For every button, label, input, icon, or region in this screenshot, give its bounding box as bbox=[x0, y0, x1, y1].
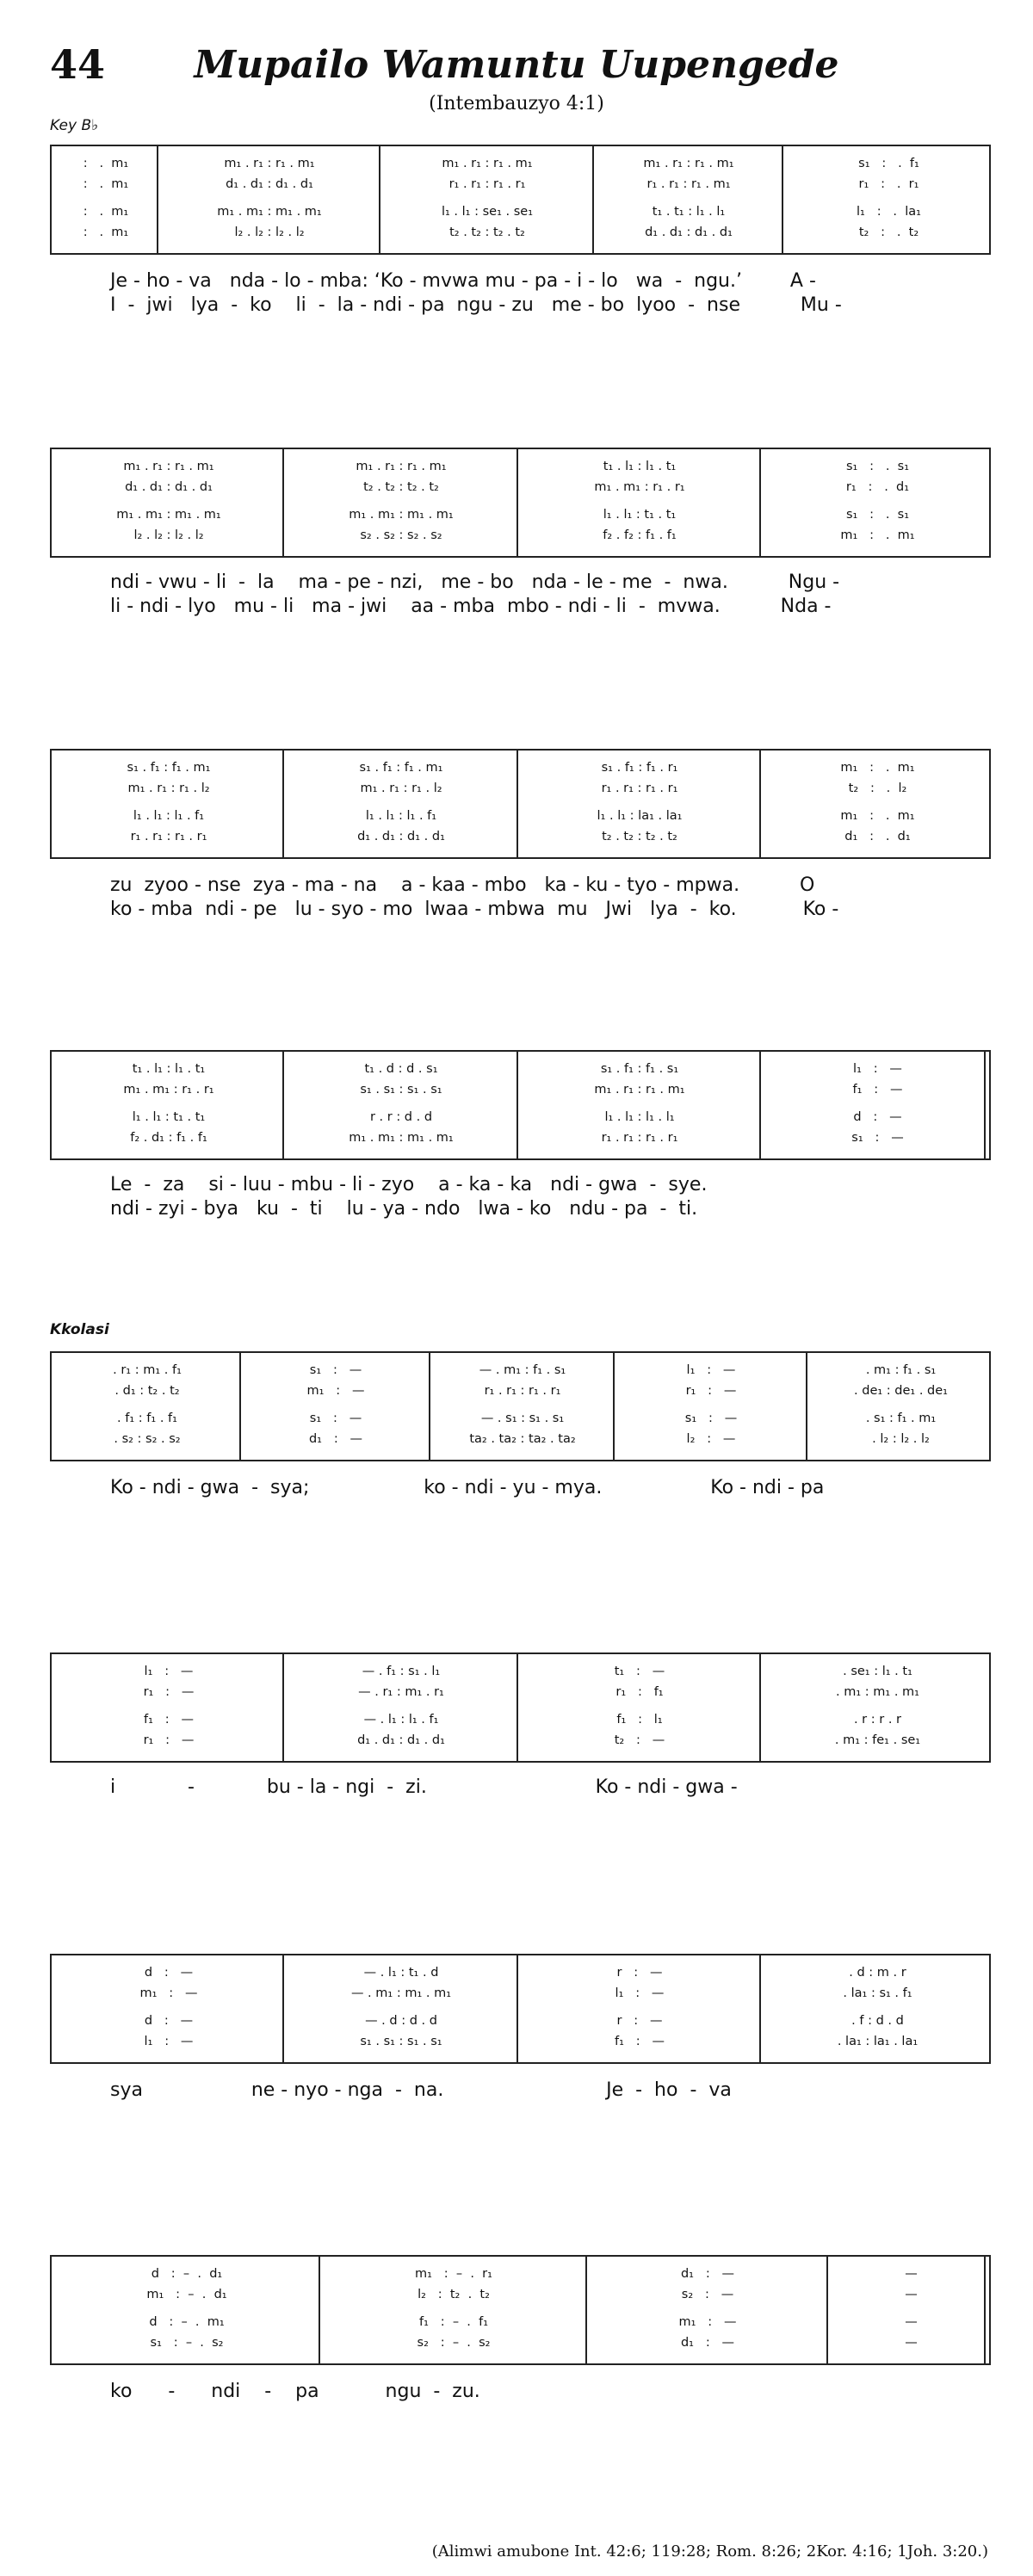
lyric-line bbox=[50, 899, 991, 923]
measure-notes: : . m₁ bbox=[83, 205, 129, 219]
measure-notes: d : — bbox=[144, 1966, 194, 1980]
measure-notes: r : — bbox=[616, 2014, 663, 2028]
measure-notes: f₁ : — bbox=[615, 2035, 665, 2048]
lyric-line bbox=[50, 874, 991, 899]
measure-notes: t₂ : . l₂ bbox=[848, 781, 907, 795]
measure-notes: d : — bbox=[853, 1110, 902, 1124]
measure-notes: l₁ . l₁ : l₁ . l₁ bbox=[604, 1110, 675, 1124]
measure-notes: l₂ : — bbox=[686, 1432, 736, 1446]
measure-notes: d₁ . d₁ : d₁ . d₁ bbox=[357, 1733, 445, 1747]
measure-notes: l₁ : . la₁ bbox=[857, 205, 921, 219]
measure-notes: — bbox=[905, 2315, 918, 2329]
measure-notes: m₁ . m₁ : m₁ . m₁ bbox=[349, 508, 454, 522]
lyric-line bbox=[50, 596, 991, 620]
lyric-line bbox=[50, 270, 991, 294]
voice-row bbox=[52, 1384, 989, 1399]
measure-notes: . m₁ : f₁ . s₁ bbox=[865, 1363, 937, 1377]
measure-notes: r₁ . r₁ : r₁ . r₁ bbox=[484, 1384, 561, 1398]
measure-notes: — . d : d . d bbox=[365, 2014, 437, 2028]
measure-notes: m₁ . r₁ : r₁ . m₁ bbox=[442, 157, 533, 170]
measure-notes: t₁ . t₁ : l₁ . l₁ bbox=[652, 205, 726, 219]
lyric-line bbox=[50, 1776, 991, 1801]
measure-notes: d₁ . d₁ : d₁ . d₁ bbox=[645, 225, 733, 239]
voice-row bbox=[52, 508, 989, 523]
voice-row bbox=[52, 781, 989, 797]
voice-row bbox=[52, 761, 989, 776]
song-title: Mupailo Wamuntu Uupengede bbox=[194, 43, 839, 87]
measure-notes: r₁ : — bbox=[685, 1384, 737, 1398]
measure-notes: s₁ : — bbox=[309, 1412, 362, 1425]
voice-row bbox=[52, 225, 989, 241]
measure-notes: t₂ : — bbox=[614, 1733, 665, 1747]
measure-notes: . r₁ : m₁ . f₁ bbox=[113, 1363, 182, 1377]
voice-row bbox=[52, 2336, 989, 2351]
measure-notes: d₁ : . d₁ bbox=[844, 830, 911, 843]
voice-row bbox=[52, 1986, 989, 2002]
voice-row bbox=[52, 1432, 989, 1448]
measure-notes: l₁ . l₁ : l₁ . f₁ bbox=[133, 809, 205, 823]
song-subtitle: (Intembauzyo 4:1) bbox=[429, 93, 604, 114]
measure-notes: . r : r . r bbox=[853, 1713, 902, 1727]
measure-notes: m₁ : — bbox=[139, 1986, 198, 2000]
measure-notes: . se₁ : l₁ . t₁ bbox=[843, 1665, 912, 1678]
lyric-text: I - jwi lya - ko li - la - ndi - pa ngu - zu me - bo lyoo - nse Mu - bbox=[110, 294, 842, 316]
voice-row bbox=[52, 460, 989, 475]
lyric-text: i - bu - la - ngi - zi. Ko - ndi - gwa - bbox=[110, 1776, 738, 1798]
voice-row bbox=[52, 1412, 989, 1427]
measure-notes: — bbox=[905, 2267, 918, 2281]
measure-notes: r₁ . r₁ : r₁ . m₁ bbox=[646, 177, 731, 191]
measure-notes: ta₂ . ta₂ : ta₂ . ta₂ bbox=[469, 1432, 576, 1446]
voice-row bbox=[52, 480, 989, 496]
measure-notes: — . l₁ : t₁ . d bbox=[363, 1966, 439, 1980]
measure-notes: d₁ . d₁ : d₁ . d₁ bbox=[357, 830, 445, 843]
score-system-3 bbox=[50, 749, 991, 859]
measure-notes: — bbox=[905, 2336, 918, 2350]
measure-notes: l₁ : — bbox=[615, 1986, 665, 2000]
measure-notes: s₁ : — bbox=[309, 1363, 362, 1377]
measure-notes: . s₁ : f₁ . m₁ bbox=[865, 1412, 937, 1425]
measure-notes: f₂ . f₂ : f₁ . f₁ bbox=[603, 528, 677, 542]
measure-notes: s₁ . s₁ : s₁ . s₁ bbox=[360, 2035, 442, 2048]
lyric-text: zu zyoo - nse zya - ma - na a - kaa - mbo ka - ku - tyo - mpwa. O bbox=[110, 874, 815, 896]
lyric-line bbox=[50, 571, 991, 596]
measure-notes: t₁ : — bbox=[614, 1665, 665, 1678]
measure-notes: r : — bbox=[616, 1966, 663, 1980]
measure-notes: s₂ : — bbox=[681, 2288, 734, 2301]
measure-notes: r₁ : . d₁ bbox=[845, 480, 910, 494]
voice-row bbox=[52, 2315, 989, 2331]
measure-notes: f₁ : – . f₁ bbox=[418, 2315, 489, 2329]
measure-notes: s₁ : – . s₂ bbox=[150, 2336, 224, 2350]
measure-notes: r₁ : . r₁ bbox=[858, 177, 919, 191]
measure-notes: . f : d . d bbox=[851, 2014, 904, 2028]
measure-notes: l₂ . l₂ : l₂ . l₂ bbox=[133, 528, 204, 542]
measure-notes: s₁ : . f₁ bbox=[858, 157, 919, 170]
measure-notes: s₁ : . s₁ bbox=[845, 508, 910, 522]
lyric-line bbox=[50, 2381, 991, 2405]
lyric-line bbox=[50, 1198, 991, 1222]
measure-notes: r₁ : — bbox=[143, 1733, 195, 1747]
measure-notes: m₁ : — bbox=[306, 1384, 365, 1398]
measure-notes: : . m₁ bbox=[83, 225, 129, 239]
score-system-1 bbox=[50, 145, 991, 255]
measure-notes: s₁ : . s₁ bbox=[845, 460, 910, 473]
measure-notes: t₂ . t₂ : t₂ . t₂ bbox=[602, 830, 677, 843]
voice-row bbox=[52, 2014, 989, 2029]
measure-notes: l₁ : — bbox=[853, 1062, 902, 1076]
lyric-text: li - ndi - lyo mu - li ma - jwi aa - mba mbo - ndi - li - mvwa. Nda - bbox=[110, 596, 832, 617]
measure-notes: — . l₁ : l₁ . f₁ bbox=[363, 1713, 439, 1727]
measure-notes: s₂ . s₂ : s₂ . s₂ bbox=[360, 528, 442, 542]
measure-notes: : . m₁ bbox=[83, 157, 129, 170]
measure-notes: s₁ . f₁ : f₁ . m₁ bbox=[359, 761, 443, 775]
voice-row bbox=[52, 1665, 989, 1680]
voice-row bbox=[52, 2288, 989, 2303]
measure-notes: t₁ . l₁ : l₁ . t₁ bbox=[132, 1062, 206, 1076]
lyric-line bbox=[50, 2079, 991, 2103]
measure-notes: l₂ : t₂ . t₂ bbox=[418, 2288, 490, 2301]
measure-notes: l₁ . l₁ : se₁ . se₁ bbox=[441, 205, 534, 219]
measure-notes: f₂ . d₁ : f₁ . f₁ bbox=[130, 1131, 207, 1145]
score-system-4 bbox=[50, 1050, 991, 1160]
measure-notes: m₁ . r₁ : r₁ . m₁ bbox=[643, 157, 734, 170]
measure-notes: m₁ . r₁ : r₁ . l₂ bbox=[127, 781, 210, 795]
measure-notes: : . m₁ bbox=[83, 177, 129, 191]
measure-notes: r₁ : — bbox=[143, 1685, 195, 1699]
measure-notes: m₁ . m₁ : m₁ . m₁ bbox=[116, 508, 221, 522]
lyric-text: ndi - vwu - li - la ma - pe - nzi, me - bo nda - le - me - nwa. Ngu - bbox=[110, 571, 840, 593]
measure-notes: . la₁ : s₁ . f₁ bbox=[843, 1986, 912, 2000]
score-system-6 bbox=[50, 1652, 991, 1763]
score-system-2 bbox=[50, 448, 991, 558]
measure-notes: l₁ . l₁ : l₁ . f₁ bbox=[365, 809, 437, 823]
score-system-7 bbox=[50, 1954, 991, 2064]
measure-notes: d₁ . d₁ : d₁ . d₁ bbox=[226, 177, 313, 191]
voice-row bbox=[52, 1685, 989, 1701]
score-system-5 bbox=[50, 1351, 991, 1461]
song-number: 44 bbox=[50, 41, 106, 88]
lyric-text: ko - ndi - pa ngu - zu. bbox=[110, 2381, 480, 2402]
measure-notes: t₂ . t₂ : t₂ . t₂ bbox=[449, 225, 525, 239]
measure-notes: m₁ . r₁ : r₁ . m₁ bbox=[123, 460, 214, 473]
score-system-8 bbox=[50, 2255, 991, 2365]
voice-row bbox=[52, 1733, 989, 1749]
lyric-text: ko - mba ndi - pe lu - syo - mo lwaa - mbwa mu Jwi lya - ko. Ko - bbox=[110, 899, 839, 920]
measure-notes: s₂ : – . s₂ bbox=[417, 2336, 491, 2350]
measure-notes: d : – . d₁ bbox=[151, 2267, 223, 2281]
measure-notes: . f₁ : f₁ . f₁ bbox=[117, 1412, 177, 1425]
voice-row bbox=[52, 205, 989, 220]
lyric-text: Le - za si - luu - mbu - li - zyo a - ka - ka ndi - gwa - sye. bbox=[110, 1174, 708, 1195]
measure-notes: l₁ . l₁ : la₁ . la₁ bbox=[597, 809, 683, 823]
measure-notes: r₁ . r₁ : r₁ . r₁ bbox=[601, 781, 678, 795]
voice-row bbox=[52, 1083, 989, 1098]
voice-row bbox=[52, 528, 989, 544]
voice-row bbox=[52, 1110, 989, 1126]
measure-notes: . d₁ : t₂ . t₂ bbox=[114, 1384, 180, 1398]
measure-notes: — . s₁ : s₁ . s₁ bbox=[480, 1412, 565, 1425]
measure-notes: d : – . m₁ bbox=[149, 2315, 225, 2329]
measure-notes: s₁ : — bbox=[684, 1412, 738, 1425]
measure-notes: l₁ : — bbox=[686, 1363, 736, 1377]
measure-notes: t₂ . t₂ : t₂ . t₂ bbox=[363, 480, 439, 494]
measure-notes: d₁ : — bbox=[680, 2336, 735, 2350]
measure-notes: m₁ : – . r₁ bbox=[415, 2267, 492, 2281]
measure-notes: — bbox=[905, 2288, 918, 2301]
measure-notes: f₁ : — bbox=[144, 1713, 194, 1727]
measure-notes: r₁ : f₁ bbox=[615, 1685, 664, 1699]
measure-notes: . l₂ : l₂ . l₂ bbox=[872, 1432, 930, 1446]
measure-notes: d₁ : — bbox=[680, 2267, 735, 2281]
measure-notes: — . m₁ : f₁ . s₁ bbox=[479, 1363, 566, 1377]
voice-row bbox=[52, 1363, 989, 1379]
measure-notes: m₁ . r₁ : r₁ . m₁ bbox=[594, 1083, 685, 1096]
measure-notes: . m₁ : m₁ . m₁ bbox=[836, 1685, 919, 1699]
measure-notes: — . f₁ : s₁ . l₁ bbox=[362, 1665, 441, 1678]
lyric-line bbox=[50, 294, 991, 318]
measure-notes: — . r₁ : m₁ . r₁ bbox=[358, 1685, 444, 1699]
measure-notes: m₁ . m₁ : m₁ . m₁ bbox=[217, 205, 322, 219]
measure-notes: l₁ : — bbox=[144, 1665, 194, 1678]
footer-references: (Alimwi amubone Int. 42:6; 119:28; Rom. 8:26; 2Kor. 4:16; 1Joh. 3:20.) bbox=[431, 2542, 988, 2561]
voice-row bbox=[52, 177, 989, 193]
measure-notes: l₁ . l₁ : t₁ . t₁ bbox=[132, 1110, 206, 1124]
measure-notes: m₁ . r₁ : r₁ . m₁ bbox=[224, 157, 315, 170]
measure-notes: . s₂ : s₂ . s₂ bbox=[114, 1432, 181, 1446]
voice-row bbox=[52, 1062, 989, 1078]
measure-notes: l₂ . l₂ : l₂ . l₂ bbox=[234, 225, 305, 239]
measure-notes: . de₁ : de₁ . de₁ bbox=[854, 1384, 948, 1398]
measure-notes: . d : m . r bbox=[849, 1966, 906, 1980]
measure-notes: f₁ : — bbox=[852, 1083, 903, 1096]
voice-row bbox=[52, 830, 989, 845]
lyric-text: sya ne - nyo - nga - na. Je - ho - va bbox=[110, 2079, 732, 2101]
voice-row bbox=[52, 1966, 989, 1981]
measure-notes: r . r : d . d bbox=[369, 1110, 433, 1124]
measure-notes: m₁ . m₁ : m₁ . m₁ bbox=[349, 1131, 454, 1145]
chorus-label: Kkolasi bbox=[50, 1321, 109, 1338]
measure-notes: m₁ . r₁ : r₁ . l₂ bbox=[360, 781, 442, 795]
lyric-text: Ko - ndi - gwa - sya; ko - ndi - yu - mya. Ko - ndi - pa bbox=[110, 1477, 825, 1498]
measure-notes: t₂ : . t₂ bbox=[858, 225, 919, 239]
measure-notes: l₁ . l₁ : t₁ . t₁ bbox=[603, 508, 677, 522]
lyric-text: ndi - zyi - bya ku - ti lu - ya - ndo lwa - ko ndu - pa - ti. bbox=[110, 1198, 698, 1220]
measure-notes: . m₁ : fe₁ . se₁ bbox=[834, 1733, 921, 1747]
voice-row bbox=[52, 809, 989, 825]
voice-row bbox=[52, 2267, 989, 2283]
lyric-line bbox=[50, 1477, 991, 1501]
measure-notes: m₁ . m₁ : r₁ . r₁ bbox=[123, 1083, 214, 1096]
measure-notes: m₁ : . m₁ bbox=[840, 528, 915, 542]
lyric-line bbox=[50, 1174, 991, 1198]
measure-notes: r₁ . r₁ : r₁ . r₁ bbox=[130, 830, 207, 843]
measure-notes: f₁ : l₁ bbox=[616, 1713, 663, 1727]
measure-notes: s₁ . f₁ : f₁ . s₁ bbox=[600, 1062, 679, 1076]
measure-notes: m₁ : . m₁ bbox=[840, 761, 915, 775]
measure-notes: s₁ . f₁ : f₁ . m₁ bbox=[127, 761, 211, 775]
measure-notes: . la₁ : la₁ . la₁ bbox=[837, 2035, 919, 2048]
measure-notes: s₁ . s₁ : s₁ . s₁ bbox=[360, 1083, 442, 1096]
measure-notes: t₁ . l₁ : l₁ . t₁ bbox=[603, 460, 677, 473]
measure-notes: d : — bbox=[144, 2014, 194, 2028]
measure-notes: r₁ . r₁ : r₁ . r₁ bbox=[601, 1131, 678, 1145]
measure-notes: — . m₁ : m₁ . m₁ bbox=[350, 1986, 452, 2000]
voice-row bbox=[52, 2035, 989, 2050]
measure-notes: m₁ . r₁ : r₁ . m₁ bbox=[356, 460, 447, 473]
measure-notes: r₁ . r₁ : r₁ . r₁ bbox=[448, 177, 526, 191]
measure-notes: m₁ : — bbox=[678, 2315, 737, 2329]
measure-notes: m₁ : – . d₁ bbox=[146, 2288, 227, 2301]
voice-row bbox=[52, 1131, 989, 1146]
voice-row bbox=[52, 157, 989, 172]
measure-notes: m₁ . m₁ : r₁ . r₁ bbox=[594, 480, 685, 494]
measure-notes: d₁ . d₁ : d₁ . d₁ bbox=[125, 480, 213, 494]
measure-notes: d₁ : — bbox=[308, 1432, 363, 1446]
measure-notes: s₁ : — bbox=[851, 1131, 904, 1145]
key-signature: Key B♭ bbox=[50, 117, 99, 134]
measure-notes: l₁ : — bbox=[144, 2035, 194, 2048]
measure-notes: t₁ . d : d . s₁ bbox=[364, 1062, 438, 1076]
voice-row bbox=[52, 1713, 989, 1728]
measure-notes: m₁ : . m₁ bbox=[840, 809, 915, 823]
measure-notes: s₁ . f₁ : f₁ . r₁ bbox=[601, 761, 678, 775]
lyric-text: Je - ho - va nda - lo - mba: ‘Ko - mvwa mu - pa - i - lo wa - ngu.’ A - bbox=[110, 270, 816, 292]
